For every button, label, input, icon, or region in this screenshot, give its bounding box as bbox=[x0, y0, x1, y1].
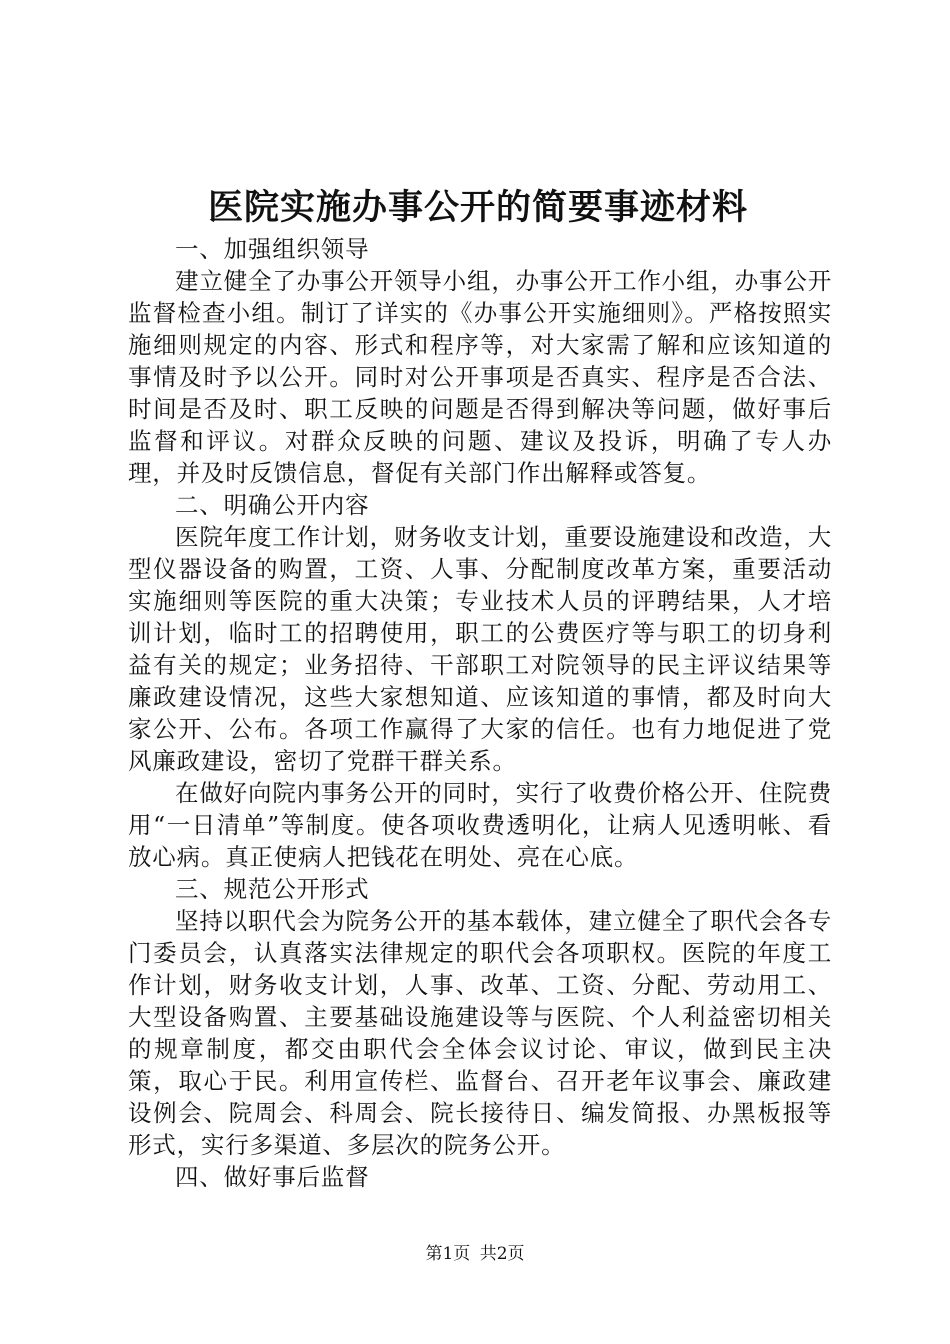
page-number: 第1页 bbox=[425, 1244, 471, 1264]
section-heading: 四、做好事后监督 bbox=[175, 1163, 370, 1191]
paragraph: 在做好向院内事务公开的同时，实行了收费价格公开、住院费用“一日清单”等制度。使各项收费透明化，让病人见透明帐、看放心病。真正使病人把钱花在明处、亮在心底。 bbox=[128, 779, 832, 871]
section-heading: 一、加强组织领导 bbox=[175, 235, 370, 263]
paragraph: 医院年度工作计划，财务收支计划，重要设施建设和改造，大型仪器设备的购置，工资、人事、分配制度改革方案，重要活动实施细则等医院的重大决策；专业技术人员的评聘结果，人才培训计划，临时工的招聘使用，职工的公费医疗等与职工的切身利益有关的规定；业务招待、干部职工对院领导的民主评议结果等廉政建设情况，这些大家想知道、应该知道的事情，都及时向大家公开、公布。各项工作赢得了大家的信任。也有力地促进了党风廉政建设，密切了党群干群关系。 bbox=[128, 523, 832, 775]
page-total: 共2页 bbox=[479, 1244, 525, 1264]
section-heading: 三、规范公开形式 bbox=[175, 875, 370, 903]
document-body bbox=[128, 233, 832, 1193]
paragraph: 坚持以职代会为院务公开的基本载体，建立健全了职代会各专门委员会，认真落实法律规定的职代会各项职权。医院的年度工作计划，财务收支计划，人事、改革、工资、分配、劳动用工、大型设备购置、主要基础设施建设等与医院、个人利益密切相关的规章制度，都交由职代会全体会议讨论、审议，做到民主决策，取心于民。利用宣传栏、监督台、召开老年议事会、廉政建设例会、院周会、科周会、院长接待日、编发简报、办黑板报等形式，实行多渠道、多层次的院务公开。 bbox=[128, 907, 832, 1159]
page-footer bbox=[0, 1243, 950, 1265]
section-heading: 二、明确公开内容 bbox=[175, 491, 370, 519]
paragraph: 建立健全了办事公开领导小组，办事公开工作小组，办事公开监督检查小组。制订了详实的《办事公开实施细则》。严格按照实施细则规定的内容、形式和程序等，对大家需了解和应该知道的事情及时予以公开。同时对公开事项是否真实、程序是否合法、时间是否及时、职工反映的问题是否得到解决等问题，做好事后监督和评议。对群众反映的问题、建议及投诉，明确了专人办理，并及时反馈信息，督促有关部门作出解释或答复。 bbox=[128, 267, 832, 487]
document-title: 医院实施办事公开的简要事迹材料 bbox=[207, 187, 748, 228]
